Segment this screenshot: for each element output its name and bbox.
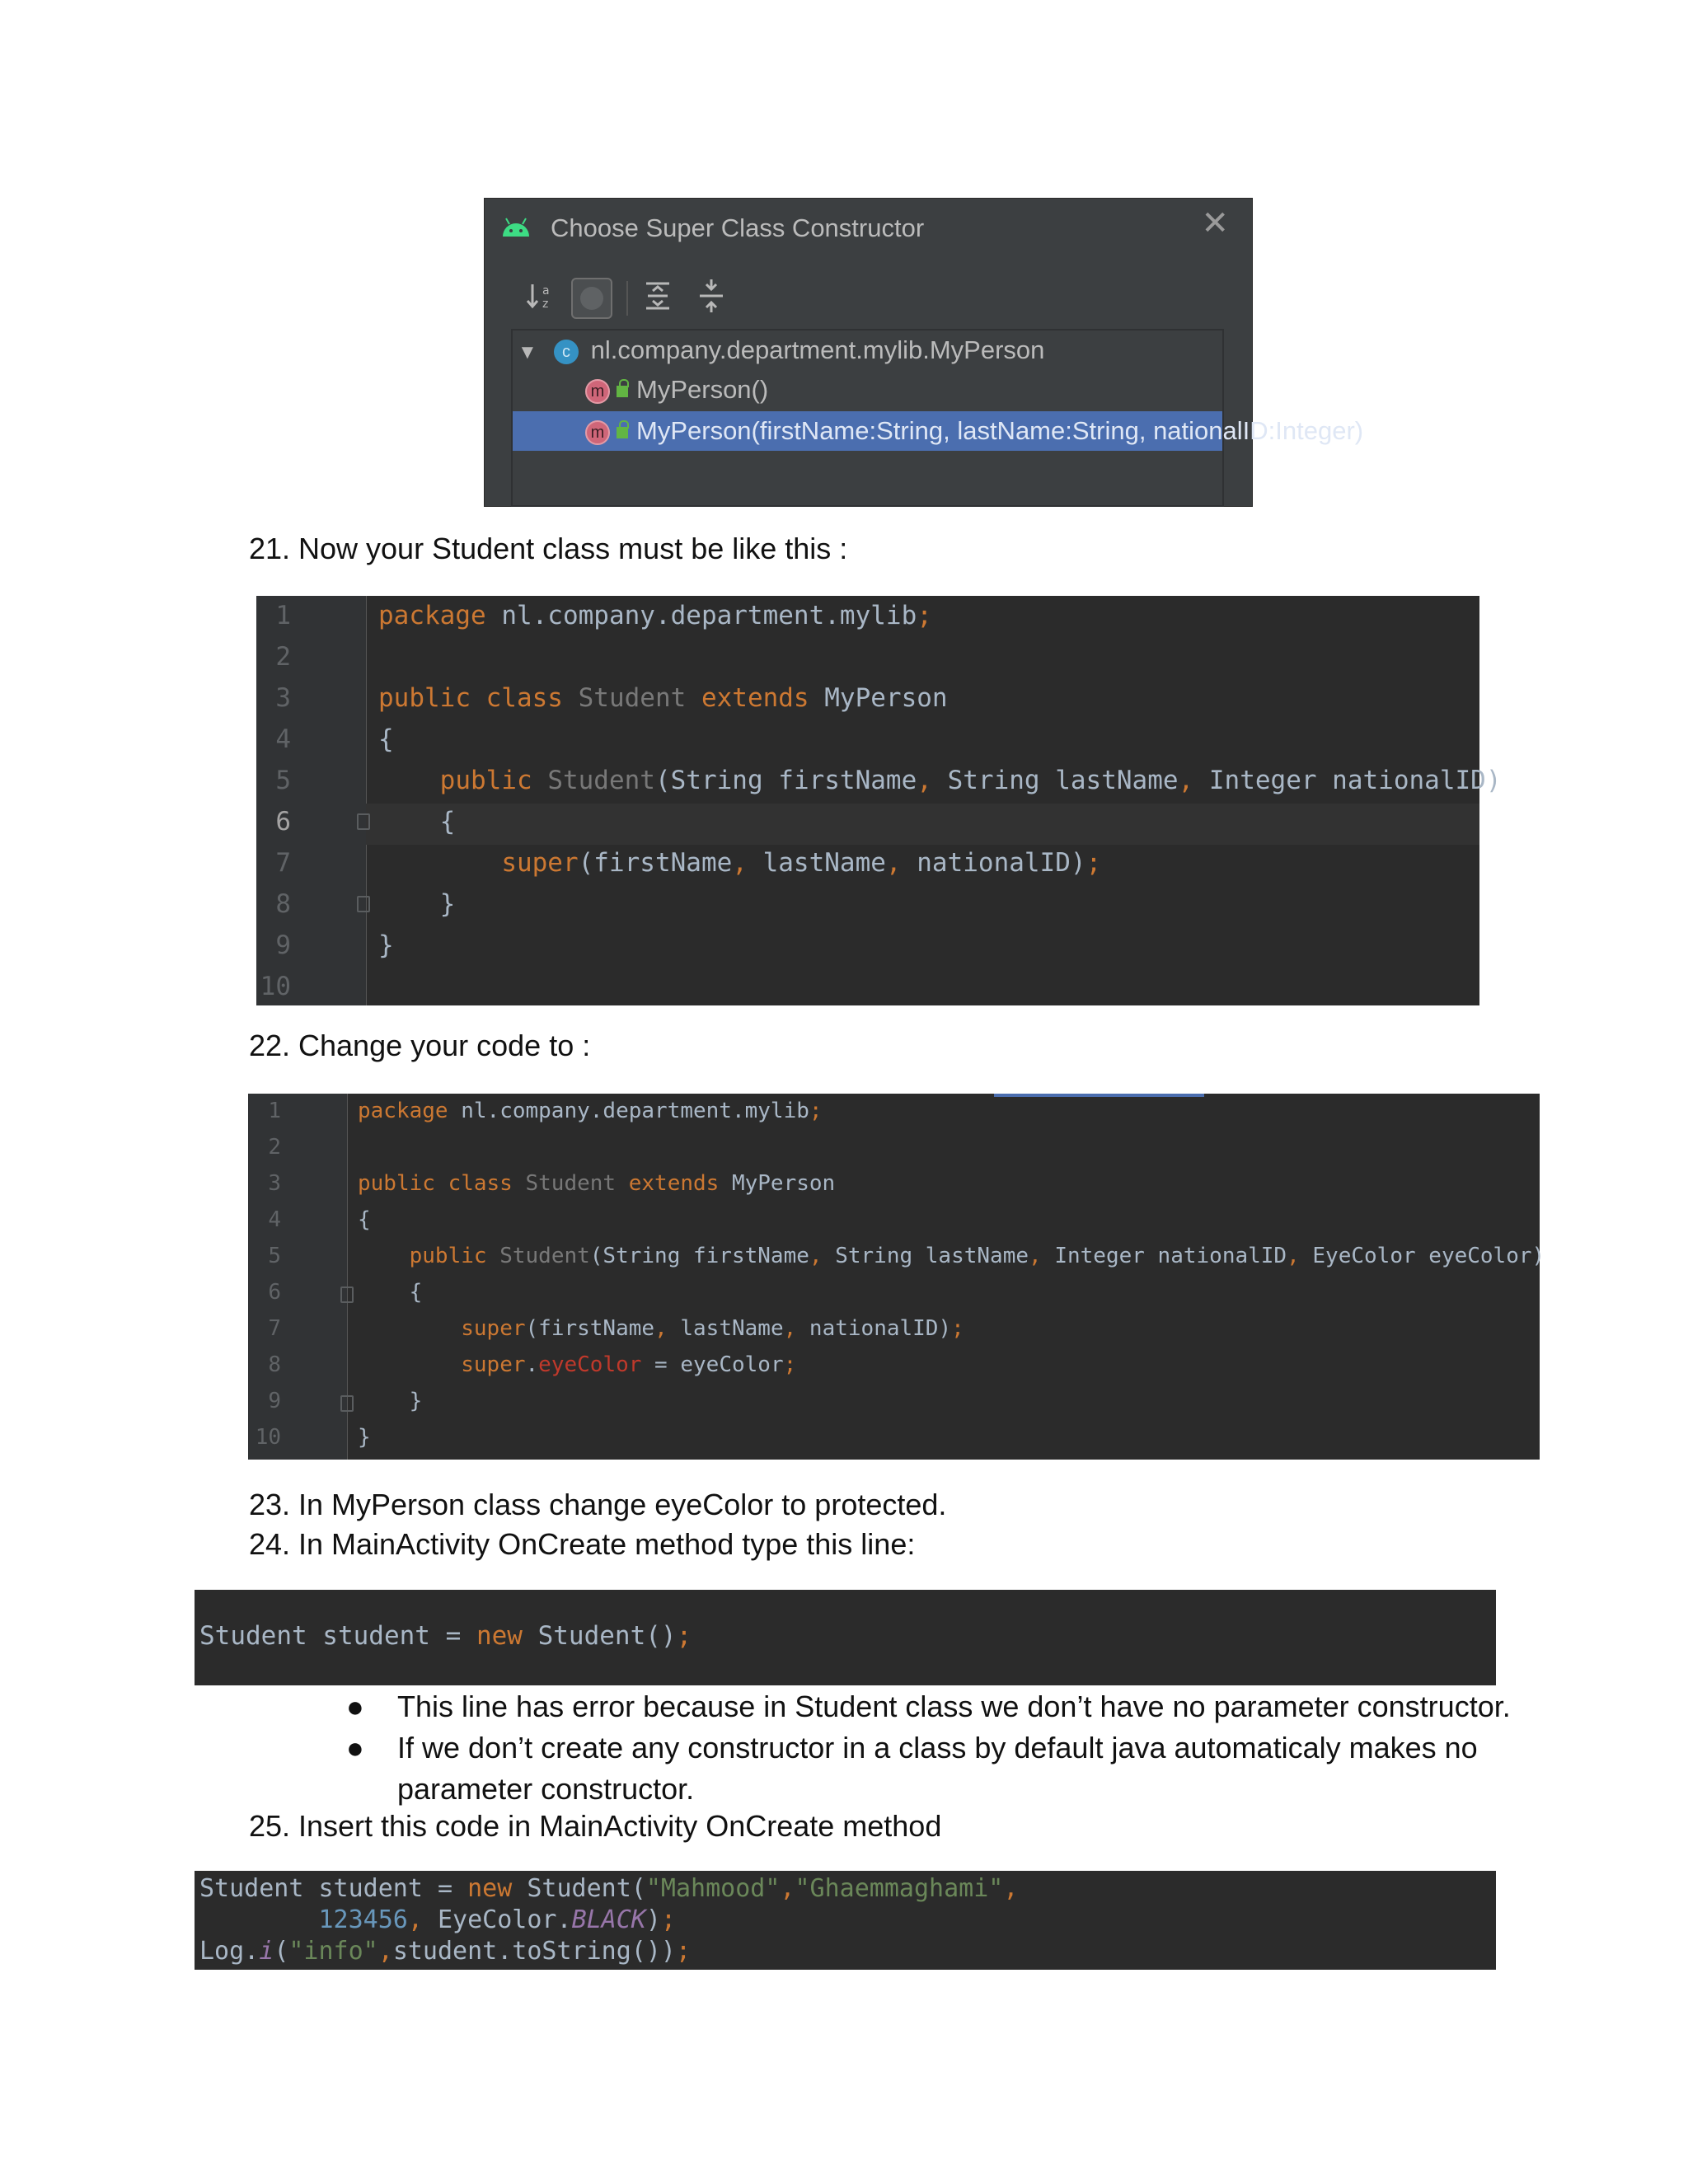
code-token: EyeColor eyeColor)	[1312, 1244, 1545, 1268]
line-number: 6	[275, 807, 291, 837]
collapse-all-icon[interactable]	[695, 279, 728, 316]
bullet-continuation: parameter constructor.	[397, 1772, 695, 1806]
class-name: nl.company.department.mylib.MyPerson	[590, 335, 1045, 364]
code-token: ,	[783, 1316, 809, 1341]
step-text: In MainActivity OnCreate method type this line:	[298, 1527, 916, 1561]
constructor-label: MyPerson()	[636, 375, 769, 404]
step-21	[249, 532, 847, 566]
code-token: ,	[1178, 766, 1209, 795]
code-token: }	[358, 1425, 371, 1450]
code-token: )	[645, 1905, 661, 1934]
code-token: nl.company.department.mylib	[501, 601, 917, 630]
current-line-highlight	[366, 804, 1479, 845]
code-token: new	[467, 1874, 528, 1903]
line-number: 1	[268, 1099, 281, 1123]
line-number: 6	[268, 1280, 281, 1305]
code-token: }	[378, 930, 394, 960]
code-token: lastName	[680, 1316, 784, 1341]
android-icon	[499, 215, 532, 238]
code-token: }	[358, 1389, 423, 1413]
bullet-item: ● This line has error because in Student class we don’t have no parameter constructor.	[346, 1690, 1511, 1723]
code-token: ,	[780, 1874, 795, 1903]
code-token: ;	[660, 1905, 676, 1934]
code-line	[378, 683, 948, 713]
code-token: ,	[1029, 1244, 1055, 1268]
code-token: ;	[783, 1352, 797, 1377]
close-icon[interactable]: ✕	[1201, 205, 1229, 241]
code-token: Log.	[199, 1937, 260, 1966]
code-token: Integer nationalID	[1054, 1244, 1287, 1268]
code-token: ,	[407, 1905, 438, 1934]
tree-item-constructor[interactable]	[513, 370, 1222, 410]
code-panel-student-log	[195, 1871, 1496, 1970]
code-token: (String firstName	[654, 766, 917, 795]
code-token: public class	[358, 1171, 526, 1196]
step-23	[249, 1488, 946, 1522]
code-line	[358, 1171, 835, 1196]
code-token: Integer nationalID)	[1208, 766, 1502, 795]
constructor-tree	[511, 329, 1364, 507]
code-token: Student	[525, 1171, 629, 1196]
step-text: Insert this code in MainActivity OnCreate method	[298, 1809, 942, 1843]
fold-marker-icon[interactable]	[357, 813, 370, 830]
code-token: nl.company.department.mylib	[461, 1099, 809, 1123]
code-line	[378, 930, 394, 960]
code-token: {	[378, 724, 394, 754]
expand-triangle-icon[interactable]: ▼	[518, 341, 537, 363]
code-token: lastName	[762, 848, 886, 878]
step-number: 25.	[249, 1809, 291, 1843]
code-token: Student(	[527, 1874, 646, 1903]
step-text: Change your code to :	[298, 1029, 591, 1062]
line-number: 9	[275, 930, 291, 960]
step-text: In MyPerson class change eyeColor to protected.	[298, 1488, 947, 1521]
public-lock-icon	[617, 427, 628, 438]
code-token: "Ghaemmaghami"	[795, 1874, 1004, 1903]
code-line	[358, 1316, 964, 1341]
code-token: super	[461, 1316, 526, 1341]
code-token: nationalID)	[809, 1316, 952, 1341]
code-token: eyeColor	[538, 1352, 642, 1377]
code-token: ,	[654, 1316, 681, 1341]
code-token: "Mahmood"	[645, 1874, 781, 1903]
line-number: 10	[255, 1425, 281, 1450]
method-icon: m	[585, 379, 610, 404]
code-token: nationalID)	[917, 848, 1086, 878]
constructor-label: MyPerson(firstName:String, lastName:String, nationalID:Integer)	[636, 416, 1364, 445]
line-number: 4	[275, 724, 291, 754]
code-token: {	[358, 1280, 423, 1305]
code-token: extends	[701, 683, 825, 713]
line-number: 3	[268, 1171, 281, 1196]
code-token: {	[378, 807, 456, 837]
step-number: 23.	[249, 1488, 291, 1521]
code-line	[378, 766, 1501, 795]
code-line	[358, 1244, 1545, 1268]
code-token: Student	[578, 683, 701, 713]
bullet-text: This line has error because in Student class we don’t have no parameter constructor.	[397, 1690, 1511, 1723]
dialog-title: Choose Super Class Constructor	[551, 213, 925, 242]
bullet-item: ● If we don’t create any constructor in a class by default java automaticaly makes no	[346, 1731, 1478, 1765]
code-line	[378, 724, 394, 754]
step-number: 21.	[249, 532, 291, 565]
tree-parent-class[interactable]	[513, 330, 1222, 370]
code-line	[358, 1352, 796, 1377]
code-token: ,	[732, 848, 763, 878]
code-line	[199, 1905, 676, 1934]
code-panel-student-eyecolor	[248, 1094, 1545, 1460]
bullet-text: If we don’t create any constructor in a class by default java automaticaly makes no	[397, 1731, 1478, 1765]
method-icon: m	[585, 420, 610, 445]
fold-marker-icon[interactable]	[340, 1286, 354, 1303]
tree-item-constructor-selected[interactable]	[513, 411, 1364, 451]
code-line	[358, 1389, 422, 1413]
choose-super-constructor-dialog	[484, 198, 1364, 507]
line-number: 10	[260, 972, 291, 1001]
code-token: BLACK	[571, 1905, 646, 1934]
code-token: ,	[885, 848, 917, 878]
step-24	[249, 1527, 915, 1562]
code-token: ;	[1085, 848, 1102, 878]
fold-marker-icon[interactable]	[340, 1395, 354, 1412]
line-number: 2	[275, 642, 291, 672]
code-token: (firstName	[578, 848, 733, 878]
line-number: 5	[268, 1244, 281, 1268]
code-line	[378, 807, 455, 837]
svg-text:a: a	[542, 284, 550, 298]
code-token	[199, 1905, 319, 1934]
code-token	[378, 848, 501, 878]
code-token: = eyeColor	[641, 1352, 784, 1377]
code-token: "info"	[288, 1937, 378, 1966]
code-line	[358, 1207, 371, 1232]
code-token: (String firstName	[589, 1244, 809, 1268]
fold-marker-icon[interactable]	[357, 896, 370, 912]
line-number: 7	[268, 1316, 281, 1341]
code-line	[378, 889, 455, 919]
code-token: MyPerson	[824, 683, 948, 713]
code-token: package	[378, 601, 502, 630]
sort-alphabetically-icon[interactable]	[524, 279, 557, 316]
code-panel-student-new	[195, 1590, 1496, 1685]
code-token: String lastName	[947, 766, 1179, 795]
code-token: public class	[378, 683, 579, 713]
code-line	[378, 601, 932, 630]
code-token: new	[476, 1621, 538, 1651]
code-token	[358, 1352, 461, 1377]
line-number: 5	[275, 766, 291, 795]
code-panel-student-class	[256, 596, 1502, 1005]
step-number: 24.	[249, 1527, 291, 1561]
code-token: MyPerson	[731, 1171, 836, 1196]
code-token: Student student =	[199, 1874, 468, 1903]
line-number: 8	[275, 889, 291, 919]
code-line	[358, 1099, 823, 1123]
svg-text:z: z	[542, 298, 549, 311]
public-lock-icon	[617, 386, 628, 397]
code-token: ,	[917, 766, 948, 795]
code-token: Student	[499, 1244, 590, 1268]
code-token: student.toString())	[392, 1937, 676, 1966]
line-number: 2	[268, 1135, 281, 1160]
expand-all-icon[interactable]	[641, 279, 674, 316]
code-token: {	[358, 1207, 371, 1232]
code-token: Student()	[537, 1621, 677, 1651]
code-token: ;	[951, 1316, 964, 1341]
code-token: (	[274, 1937, 289, 1966]
code-token: ,	[1003, 1874, 1019, 1903]
code-token: package	[358, 1099, 462, 1123]
class-icon: c	[554, 340, 579, 364]
step-25	[249, 1809, 941, 1844]
line-number: 1	[275, 601, 291, 630]
code-token: public	[439, 766, 548, 795]
scroll-indicator	[994, 1094, 1204, 1097]
line-number: 3	[275, 683, 291, 713]
code-token: super	[461, 1352, 526, 1377]
code-line	[378, 848, 1101, 878]
code-token: ,	[809, 1244, 836, 1268]
code-line	[199, 1874, 1018, 1903]
code-token	[358, 1316, 461, 1341]
step-22	[249, 1029, 590, 1063]
toolbar-divider	[626, 281, 628, 316]
code-token: 123456	[318, 1905, 408, 1934]
show-inherited-toggle[interactable]	[571, 278, 612, 319]
code-token: String lastName	[835, 1244, 1029, 1268]
code-line	[199, 1621, 692, 1651]
code-token: ;	[809, 1099, 823, 1123]
code-token: ;	[676, 1621, 692, 1651]
code-token: (firstName	[525, 1316, 655, 1341]
code-token: EyeColor.	[438, 1905, 572, 1934]
code-token: public	[409, 1244, 500, 1268]
code-token: ,	[377, 1937, 393, 1966]
code-token: .	[525, 1352, 539, 1377]
code-token: ;	[675, 1937, 692, 1966]
code-line	[358, 1425, 371, 1450]
line-number: 4	[268, 1207, 281, 1232]
code-line	[358, 1280, 422, 1305]
code-token	[378, 766, 440, 795]
code-token: ;	[917, 601, 932, 630]
line-number: 8	[268, 1352, 281, 1377]
code-token: super	[501, 848, 579, 878]
step-number: 22.	[249, 1029, 291, 1062]
line-number: 7	[275, 848, 291, 878]
code-token: extends	[628, 1171, 732, 1196]
code-token: Student student =	[199, 1621, 476, 1651]
code-line	[199, 1937, 691, 1966]
line-number: 9	[268, 1389, 281, 1413]
code-token: ,	[1287, 1244, 1313, 1268]
step-text: Now your Student class must be like this :	[298, 532, 848, 565]
code-token	[358, 1244, 410, 1268]
code-token: }	[378, 889, 456, 919]
code-token: i	[259, 1937, 274, 1966]
code-token: Student	[547, 766, 655, 795]
